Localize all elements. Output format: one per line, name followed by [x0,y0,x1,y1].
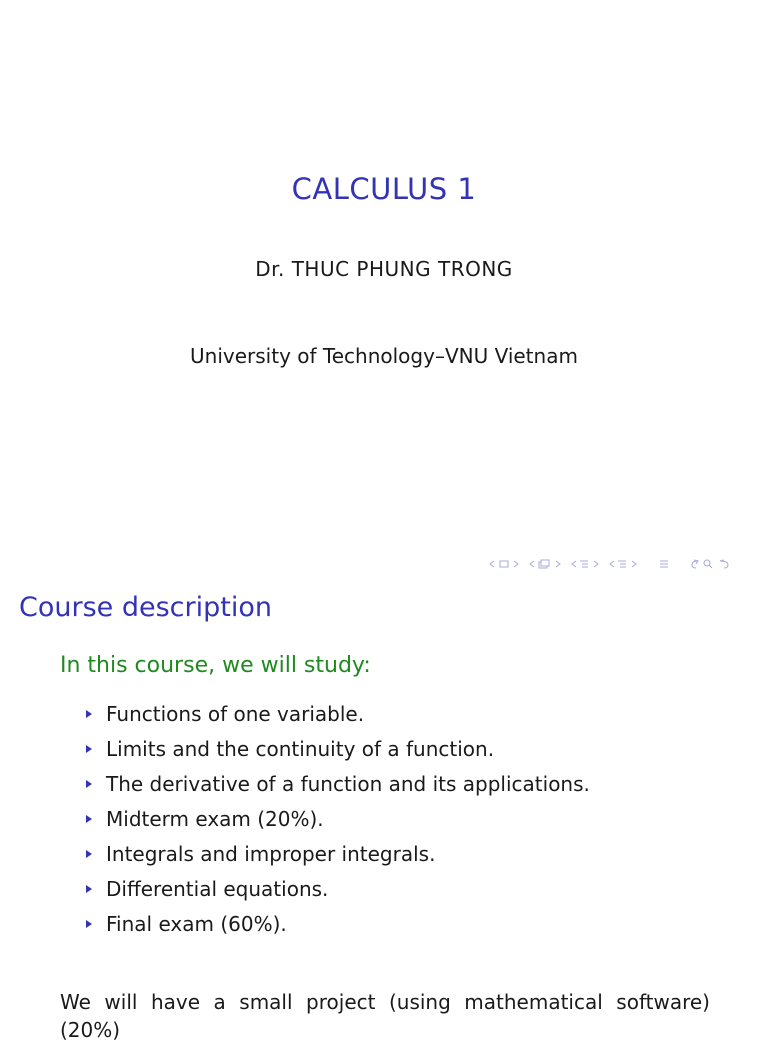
list-item [84,806,590,841]
list-item [84,701,590,736]
list-item-text: Limits and the continuity of a function. [106,737,495,761]
navigation-bar [488,556,738,572]
triangle-bullet-icon [86,780,92,788]
triangle-bullet-icon [86,885,92,893]
list-item [84,841,590,876]
triangle-bullet-icon [86,815,92,823]
list-item-text: Midterm exam (20%). [106,807,324,831]
course-description-slide [0,576,768,1042]
nav-frame-icon[interactable] [488,558,520,570]
nav-subsection-icon[interactable] [528,558,562,570]
list-item-text: Integrals and improper integrals. [106,842,436,866]
list-item-text: Final exam (60%). [106,912,287,936]
nav-section-icon[interactable] [608,558,638,570]
block-title: In this course, we will study: [60,653,371,678]
nav-section-icon[interactable] [570,558,600,570]
frame-title: Course description [19,592,272,623]
list-item [84,771,590,806]
topic-list [84,701,590,946]
nav-document-icon[interactable] [658,558,670,570]
triangle-bullet-icon [86,710,92,718]
list-item [84,736,590,771]
triangle-bullet-icon [86,850,92,858]
nav-search-icon[interactable] [690,558,730,570]
list-item-text: Functions of one variable. [106,702,365,726]
presentation-title: CALCULUS 1 [291,172,477,206]
institute-name: University of Technology–VNU Vietnam [190,344,578,368]
triangle-bullet-icon [86,920,92,928]
list-item [84,911,590,946]
author-name: Dr. THUC PHUNG TRONG [255,257,513,281]
list-item [84,876,590,911]
triangle-bullet-icon [86,745,92,753]
list-item-text: The derivative of a function and its applications. [106,772,590,796]
list-item-text: Differential equations. [106,877,329,901]
project-note: We will have a small project (using mathematical software) (20%) [60,990,710,1042]
